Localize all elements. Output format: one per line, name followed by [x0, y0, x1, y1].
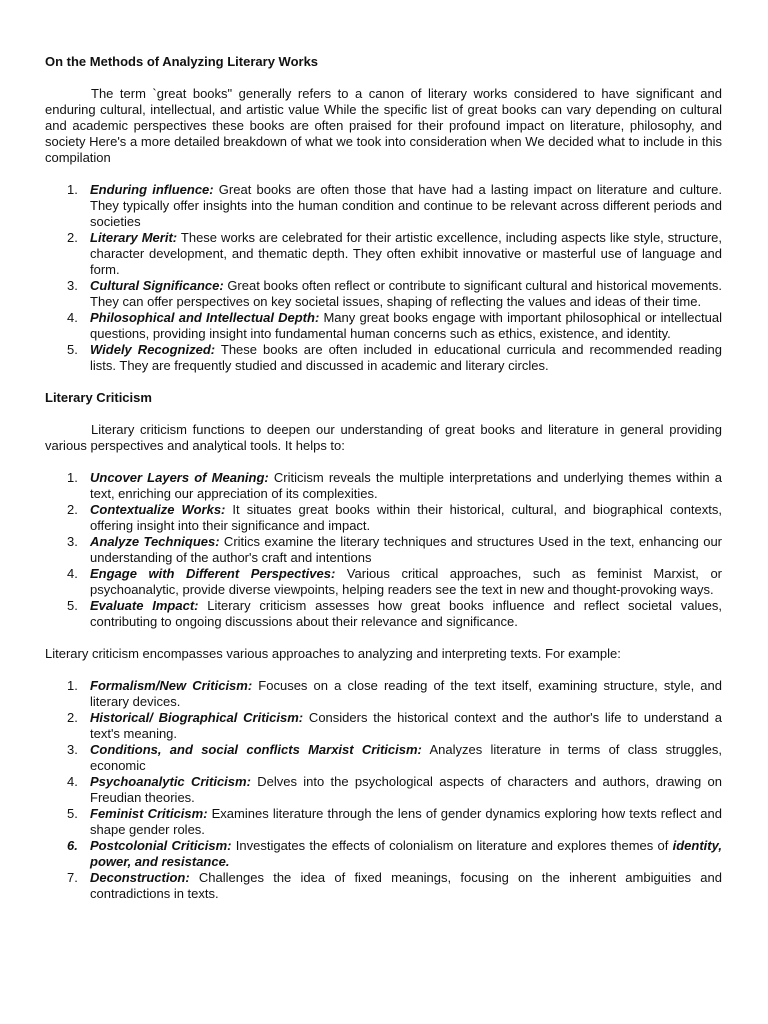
list-text: It situates great books within their historical, cultural, and biographical contexts, offering insight into their significance and impact. [90, 502, 722, 533]
list-number: 6. [67, 838, 78, 853]
criticism-intro-paragraph: Literary criticism functions to deepen our understanding of great books and literature in general providing various perspectives and analytical tools. It helps to: [45, 422, 722, 453]
list-text: Criticism reveals the multiple interpretations and underlying themes within a text, enriching our appreciation of its complexities. [90, 470, 722, 501]
intro-paragraph: The term `great books" generally refers to a canon of literary works considered to have significant and enduring cultural, intellectual, and artistic value While the specific list of great books can vary depending on cultural and academic perspectives these books are often praised for their profound impact on literature, philosophy, and society Here's a more detailed breakdown of what we took into consideration when We decided what to include in this compilation [45, 86, 722, 165]
helps-list [45, 470, 722, 630]
list-item [45, 710, 722, 742]
list-number: 1. [67, 182, 78, 197]
spacer [45, 662, 722, 678]
list-term: Literary Merit: [90, 230, 178, 245]
list-item [45, 310, 722, 342]
list-item [45, 342, 722, 374]
spacer [45, 166, 722, 182]
list-item [45, 870, 722, 902]
list-term: Feminist Criticism: [90, 806, 208, 821]
list-number: 4. [67, 774, 78, 789]
list-term: Conditions, and social conflicts Marxist Criticism: [90, 742, 422, 757]
list-text: Investigates the effects of colonialism on literature and explores themes of [231, 838, 673, 853]
spacer [45, 406, 722, 422]
list-item [45, 470, 722, 502]
list-term: Engage with Different Perspectives: [90, 566, 336, 581]
list-text: Challenges the idea of fixed meanings, focusing on the inherent ambiguities and contradictions in texts. [90, 870, 722, 901]
list-item [45, 182, 722, 230]
spacer [45, 374, 722, 390]
list-item [45, 278, 722, 310]
list-number: 5. [67, 598, 78, 613]
list-term-tail: identity, power, and resistance. [90, 838, 722, 869]
list-term: Postcolonial Criticism: [90, 838, 232, 853]
spacer [45, 630, 722, 646]
list-term: Contextualize Works: [90, 502, 226, 517]
section-heading: Literary Criticism [45, 390, 152, 405]
list-item [45, 678, 722, 710]
list-item [45, 598, 722, 630]
list-text: These works are celebrated for their artistic excellence, including aspects like style, structure, character development, and thematic depth. They often exhibit innovative or masterful use of language and form. [90, 230, 722, 277]
list-item [45, 566, 722, 598]
list-number: 1. [67, 678, 78, 693]
list-term: Philosophical and Intellectual Depth: [90, 310, 320, 325]
list-term: Historical/ Biographical Criticism: [90, 710, 304, 725]
list-item [45, 502, 722, 534]
list-number: 5. [67, 342, 78, 357]
list-text: Delves into the psychological aspects of characters and authors, drawing on Freudian theories. [90, 774, 722, 805]
approaches-intro-paragraph: Literary criticism encompasses various approaches to analyzing and interpreting texts. For example: [45, 646, 621, 661]
list-number: 2. [67, 230, 78, 245]
list-text: Various critical approaches, such as feminist Marxist, or psychoanalytic, provide diverse viewpoints, helping readers see the text in new and thought-provoking ways. [90, 566, 722, 597]
list-number: 3. [67, 278, 78, 293]
list-number: 2. [67, 710, 78, 725]
list-number: 4. [67, 566, 78, 581]
list-term: Formalism/New Criticism: [90, 678, 253, 693]
list-item [45, 742, 722, 774]
approaches-list [45, 678, 722, 902]
list-number: 3. [67, 534, 78, 549]
list-item [45, 230, 722, 278]
list-term: Evaluate Impact: [90, 598, 199, 613]
list-term: Psychoanalytic Criticism: [90, 774, 251, 789]
list-text: Considers the historical context and the author's life to understand a text's meaning. [90, 710, 722, 741]
document-title: On the Methods of Analyzing Literary Works [45, 54, 319, 69]
list-text: Examines literature through the lens of gender dynamics exploring how texts reflect and shape gender roles. [90, 806, 722, 837]
list-text: These books are often included in educational curricula and recommended reading lists. They are frequently studied and discussed in academic and literary circles. [90, 342, 722, 373]
list-term: Analyze Techniques: [90, 534, 220, 549]
list-text: Critics examine the literary techniques and structures Used in the text, enhancing our understanding of the author's craft and intentions [90, 534, 723, 565]
list-number: 1. [67, 470, 78, 485]
spacer [45, 454, 722, 470]
list-term: Uncover Layers of Meaning: [90, 470, 269, 485]
list-text: Analyzes literature in terms of class struggles, economic [90, 742, 722, 773]
list-item [45, 774, 722, 806]
list-number: 5. [67, 806, 78, 821]
list-item [45, 806, 722, 838]
list-item [45, 838, 722, 870]
spacer [45, 70, 722, 86]
list-text: Focuses on a close reading of the text itself, examining structure, style, and literary devices. [90, 678, 723, 709]
list-term: Deconstruction: [90, 870, 190, 885]
list-text: Great books are often those that have had a lasting impact on literature and culture. They typically offer insights into the human condition and continue to be relevant across different periods and societies [90, 182, 722, 229]
list-number: 7. [67, 870, 78, 885]
criteria-list [45, 182, 722, 374]
list-term: Widely Recognized: [90, 342, 216, 357]
list-text: Literary criticism assesses how great books influence and reflect societal values, contributing to ongoing discussions about their relevance and significance. [90, 598, 722, 629]
list-number: 2. [67, 502, 78, 517]
list-number: 3. [67, 742, 78, 757]
list-text: Great books often reflect or contribute to significant cultural and historical movements. They can offer perspectives on key societal issues, shaping of reflecting the values and ideas of their time. [90, 278, 722, 309]
list-number: 4. [67, 310, 78, 325]
list-text: Many great books engage with important philosophical or intellectual questions, providing insight into fundamental human concerns such as ethics, existence, and identity. [90, 310, 722, 341]
list-term: Enduring influence: [90, 182, 214, 197]
list-term: Cultural Significance: [90, 278, 224, 293]
list-item [45, 534, 722, 566]
